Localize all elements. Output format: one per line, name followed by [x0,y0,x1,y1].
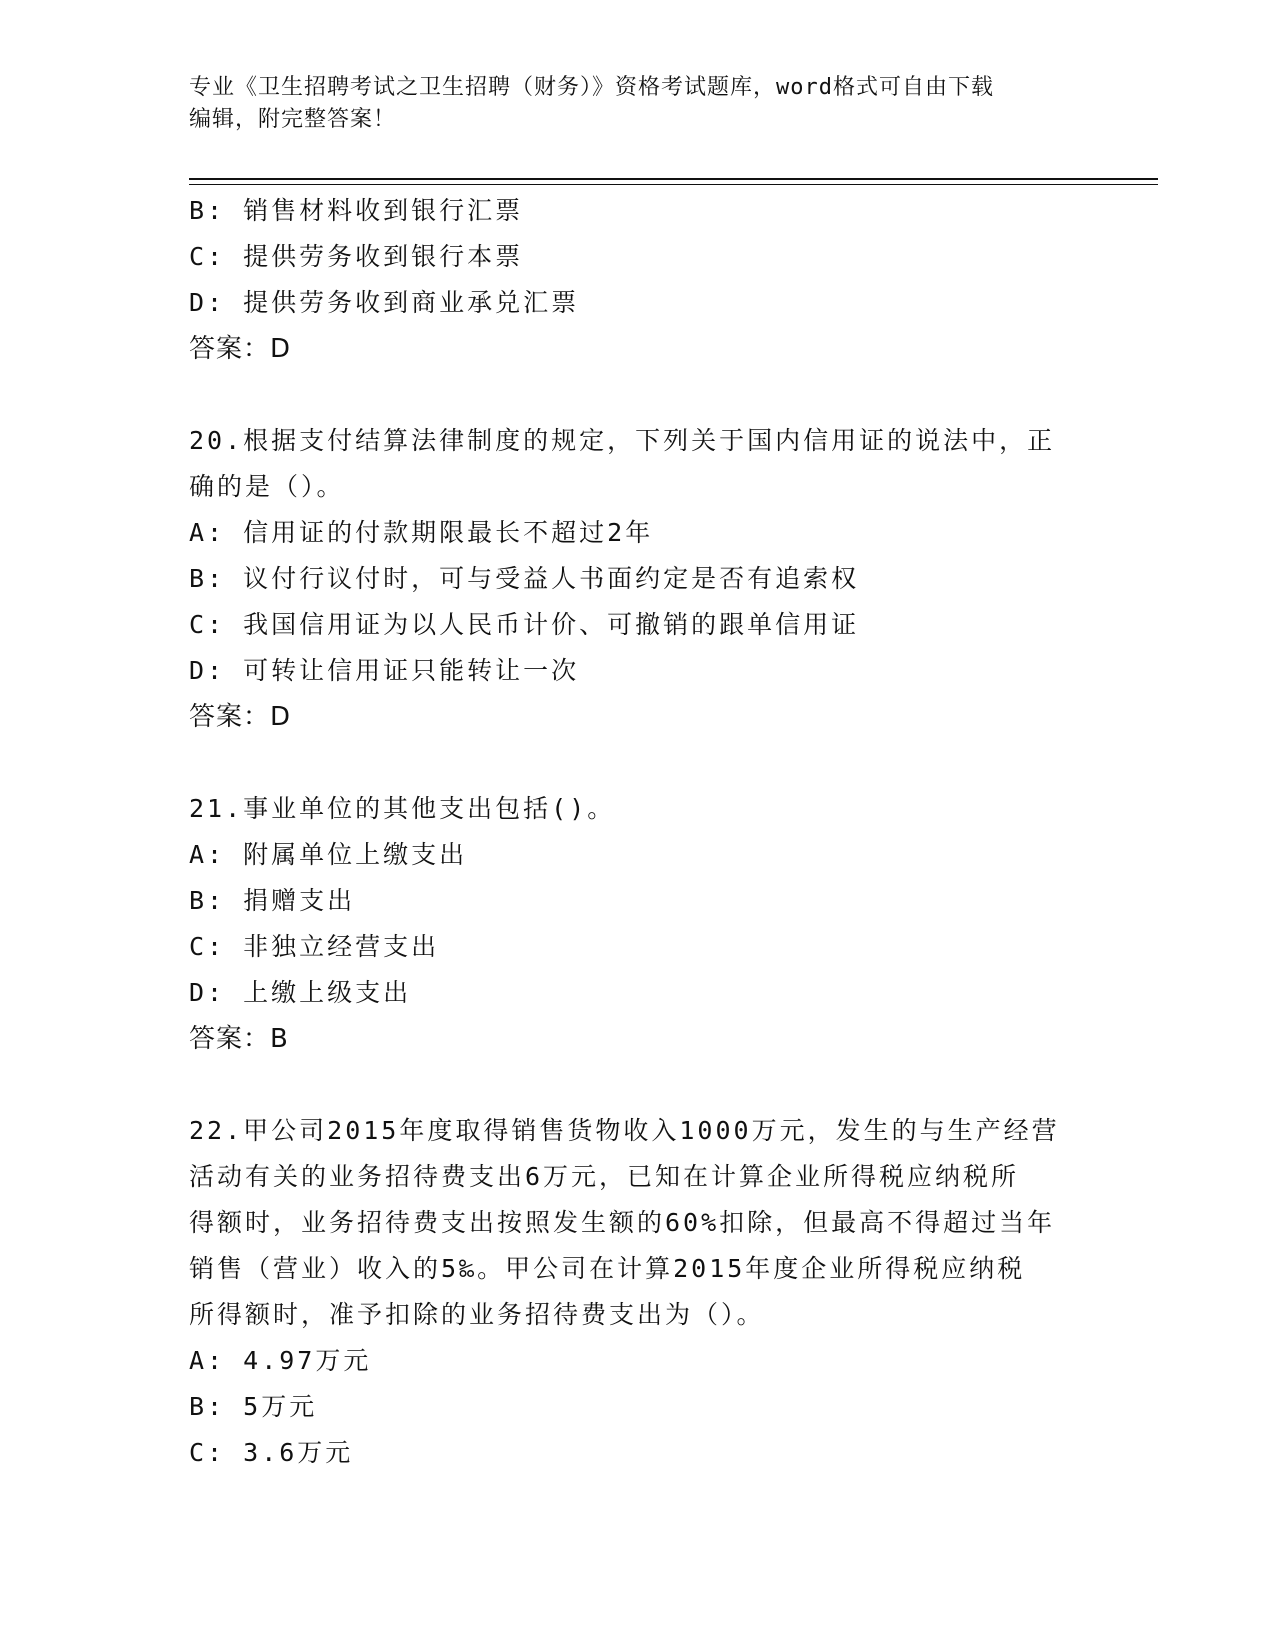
q22-stem-line-1: 22.甲公司2015年度取得销售货物收入1000万元，发生的与生产经营 [189,1116,1060,1145]
q22-stem-line-4: 销售（营业）收入的5‰。甲公司在计算2015年度企业所得税应纳税 [189,1254,1026,1283]
q21-option-c: C: 非独立经营支出 [189,932,440,961]
header-line-2: 编辑，附完整答案！ [189,107,397,132]
q20-option-b: B: 议付行议付时，可与受益人书面约定是否有追索权 [189,564,860,593]
question-19-tail [189,188,1089,372]
q19-answer: 答案：D [189,334,292,364]
q22-stem-line-2: 活动有关的业务招待费支出6万元，已知在计算企业所得税应纳税所 [189,1162,1020,1191]
header-line-1: 专业《卫生招聘考试之卫生招聘（财务）》资格考试题库，word格式可自由下载 [189,75,994,100]
q21-option-a: A: 附属单位上缴支出 [189,840,468,869]
spacer [189,372,1089,418]
spacer [189,740,1089,786]
q22-option-c: C: 3.6万元 [189,1438,354,1467]
question-21 [189,786,1089,1062]
header-rule-thick [189,178,1158,180]
q19-option-d: D: 提供劳务收到商业承兑汇票 [189,288,580,317]
q19-option-b: B: 销售材料收到银行汇票 [189,196,524,225]
q20-stem-line-2: 确的是（）。 [189,472,345,501]
question-22 [189,1108,1089,1476]
q22-stem-line-3: 得额时，业务招待费支出按照发生额的60%扣除，但最高不得超过当年 [189,1208,1056,1237]
q22-option-b: B: 5万元 [189,1392,318,1421]
q20-option-d: D: 可转让信用证只能转让一次 [189,656,580,685]
q22-option-a: A: 4.97万元 [189,1346,372,1375]
document-header [189,72,1089,136]
q21-option-b: B: 捐赠支出 [189,886,356,915]
q20-answer: 答案：D [189,702,292,732]
header-rule-thin [189,184,1158,185]
q20-stem-line-1: 20.根据支付结算法律制度的规定，下列关于国内信用证的说法中，正 [189,426,1056,455]
q20-option-c: C: 我国信用证为以人民币计价、可撤销的跟单信用证 [189,610,860,639]
q21-answer: 答案：B [189,1024,289,1054]
q21-stem: 21.事业单位的其他支出包括()。 [189,794,616,823]
question-20 [189,418,1089,740]
spacer [189,1062,1089,1108]
q19-option-c: C: 提供劳务收到银行本票 [189,242,524,271]
question-body [189,188,1089,1476]
q21-option-d: D: 上缴上级支出 [189,978,412,1007]
q22-stem-line-5: 所得额时，准予扣除的业务招待费支出为（）。 [189,1300,765,1329]
q20-option-a: A: 信用证的付款期限最长不超过2年 [189,518,654,547]
